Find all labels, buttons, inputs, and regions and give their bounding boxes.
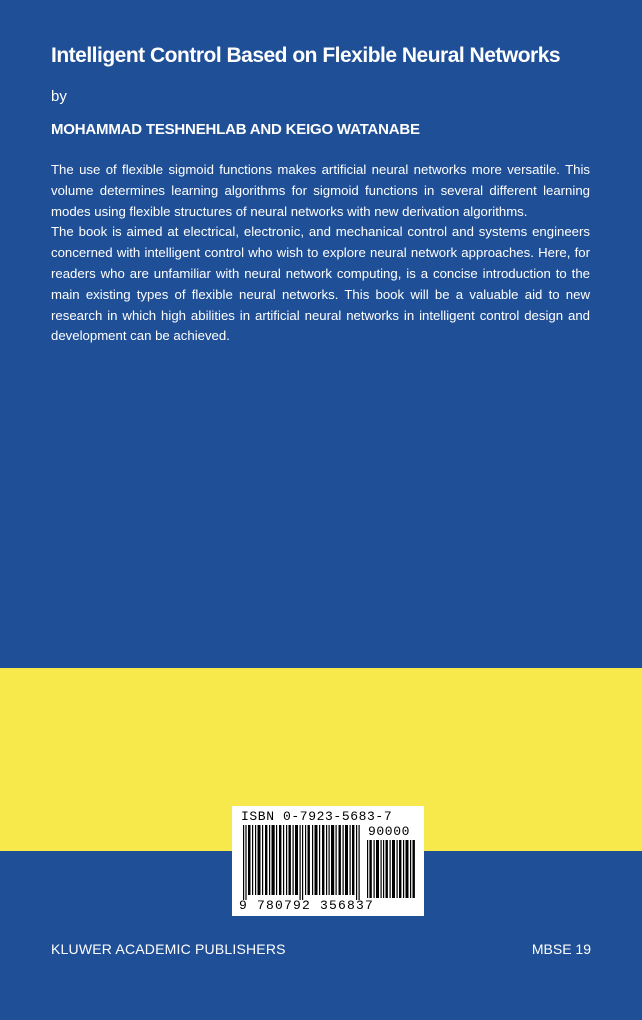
barcode-box [232, 806, 424, 916]
ean-number: 9 780792 356837 [239, 898, 375, 913]
book-title: Intelligent Control Based on Flexible Neural Networks [51, 44, 561, 67]
series-label: MBSE 19 [531, 941, 591, 957]
blurb-paragraph-2: The book is aimed at electrical, electronic, and mechanical control and systems engineers concerned with intelligent control who wish to explore neural network approaches. Here, for readers who are unfamiliar with neural network computing, is a concise introduction to the main existing types of flexible neural networks. This book will be a valuable aid to new research in which high abilities in artificial neural networks in intelligent control design and development can be achieved. [51, 224, 590, 344]
addon-barcode-bars [367, 840, 417, 898]
publisher-name: KLUWER ACADEMIC PUBLISHERS [51, 941, 286, 957]
ean-barcode-bars [243, 825, 361, 900]
by-label: by [51, 88, 67, 105]
book-authors: MOHAMMAD TESHNEHLAB AND KEIGO WATANABE [51, 121, 420, 138]
blurb [51, 160, 590, 347]
barcode-addon-text: 90000 [368, 824, 411, 839]
isbn-text: ISBN 0-7923-5683-7 [241, 809, 393, 824]
blurb-paragraph-1: The use of flexible sigmoid functions makes artificial neural networks more versatile. This volume determines learning algorithms for sigmoid functions in several different learning modes using flexible structures of neural networks with new derivation algorithms. [51, 162, 590, 219]
